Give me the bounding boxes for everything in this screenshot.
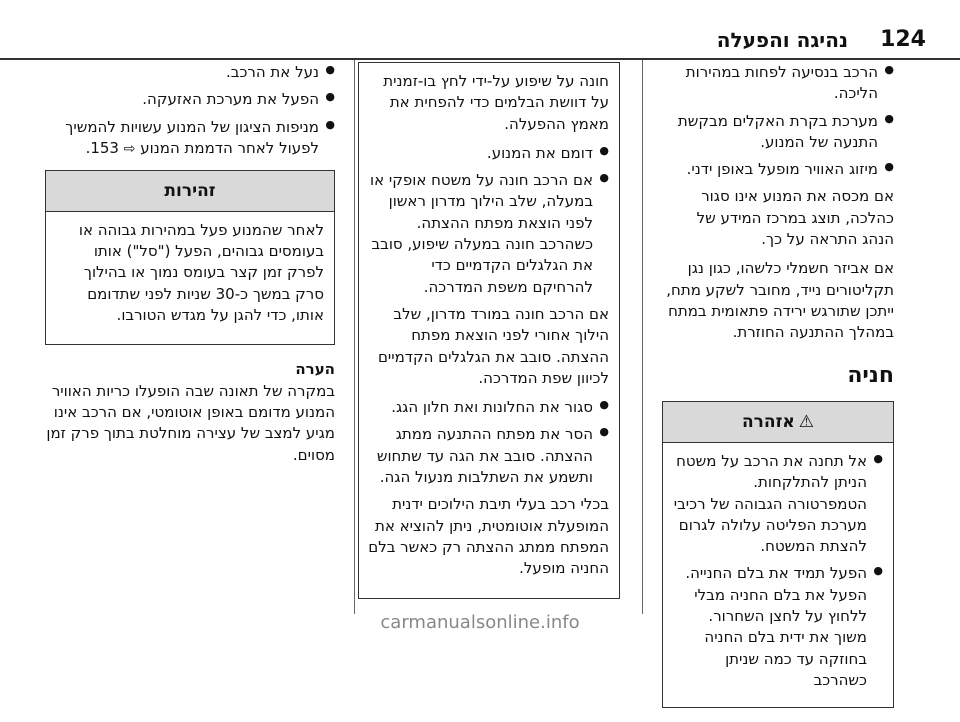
list-item: ● הפעל תמיד את בלם החנייה. הפעל את בלם החניה מבלי ללחוץ על לחצן השחרור. משוך את ידית בלם החניה בחוזקה עד כמה שניתן כשהרכב [671, 563, 883, 691]
cross-reference-page: 153 [90, 138, 119, 157]
warning-box [662, 401, 894, 708]
column-middle [358, 62, 620, 613]
list-item: ● מערכת בקרת האקלים מבקשת התנעה של המנוע. [662, 111, 894, 154]
paragraph: חונה על שיפוע על-ידי לחץ בו-זמנית על דוושת הבלמים כדי להפחית את מאמץ ההפעלה. [383, 72, 609, 133]
paragraph: בכלי רכב בעלי תיבת הילוכים ידנית המופעלת אוטומטית, ניתן להוציא את המפתח ממתג ההצתה רק כאשר בלם החניה מופעל. [368, 495, 609, 578]
cross-reference-icon: ⇨ [123, 140, 136, 157]
list-item [45, 117, 335, 160]
list-item: ● דומם את המנוע. [367, 143, 609, 164]
paragraph: אם הרכב חונה במורד מדרון, שלב הילוך אחורי לפני הוצאת מפתח ההצתה. סובב את הגלגלים הקדמיים לכיוון שפת המדרכה. [377, 304, 609, 387]
list-item: ● אל תחנה את הרכב על משטח הניתן להתלקחות. הטמפרטורה הגבוהה של רכיבי מערכת הפליטה עלולה לגרום להצתת המשטח. [671, 451, 883, 557]
list-item: ● סגור את החלונות ואת חלון הגג. [367, 397, 609, 418]
header-rule [0, 58, 960, 60]
paragraph: אם מכסה את המנוע אינו סגור כהלכה, תוצג במרכז המידע של הנהג התראה על כך. [696, 187, 894, 249]
column-divider [354, 60, 355, 614]
warning-title: ⚠ אזהרה [663, 402, 893, 443]
note-text: במקרה של תאונה שבה הופעלו כריות האוויר המנוע מדומם באופן אוטומטי, אם הרכב אינו מגיע למצב של עצירה מוחלטת בתוך פרק זמן מסוים. [46, 381, 335, 464]
list-item: ● הרכב בנסיעה לפחות במהירות הליכה. [662, 62, 894, 105]
column-divider [642, 60, 643, 614]
list-item: ● הפעל את מערכת האזעקה. [45, 89, 335, 110]
chapter-title: נהיגה והפעלה [716, 28, 848, 52]
section-title: חניה [847, 362, 894, 388]
watermark: carmanualsonline.info [380, 612, 580, 634]
paragraph: אם אביזר חשמלי כלשהו, כגון נגן תקליטורים נייד, מחובר לשקע מתח, ייתכן שתורגש ירידה פתאומית במתח במהלך ההתנעה החוזרת. [666, 259, 894, 342]
page-number: 124 [880, 27, 926, 52]
list-item: ● אם הרכב חונה על משטח אופקי או במעלה, שלב הילוך מדרון ראשון לפני הוצאת מפתח ההצתה. כשהרכב חונה במעלה שיפוע, סובב את הגלגלים הקדמיים כדי להרחיקם משפת המדרכה. [367, 170, 609, 298]
list-item-text: מניפות הציגון של המנוע עשויות להמשיך לפעול לאחר הדממת המנוע [65, 117, 319, 157]
warning-box-continued [358, 62, 620, 599]
note-title: הערה [295, 360, 335, 379]
caution-text: לאחר שהמנוע פעל במהירות גבוהה או בעומסים גבוהים, הפעל ("סל") אותו לפרק זמן קצר בעומס נמוך או בהילוך סרק במשך כ-30 שניות לפני שתדומם אותו, כדי להגן על מגדש הטורבו. [78, 220, 324, 325]
page-header [0, 24, 960, 54]
start-stop-conditions-list [662, 62, 894, 180]
list-item: ● מיזוג האוויר מופעל באופן ידני. [662, 159, 894, 180]
list-item: ● הסר את מפתח ההתנעה ממתג ההצתה. סובב את הגה עד שתחוש ותשמע את השתלבות מנעול הגה. [367, 424, 609, 488]
column-left [45, 62, 335, 474]
cross-reference[interactable]: ⇨ 153. [85, 138, 136, 157]
caution-box [45, 170, 335, 346]
list-item: ● נעל את הרכב. [45, 62, 335, 83]
caution-title: זהירות [46, 171, 334, 212]
